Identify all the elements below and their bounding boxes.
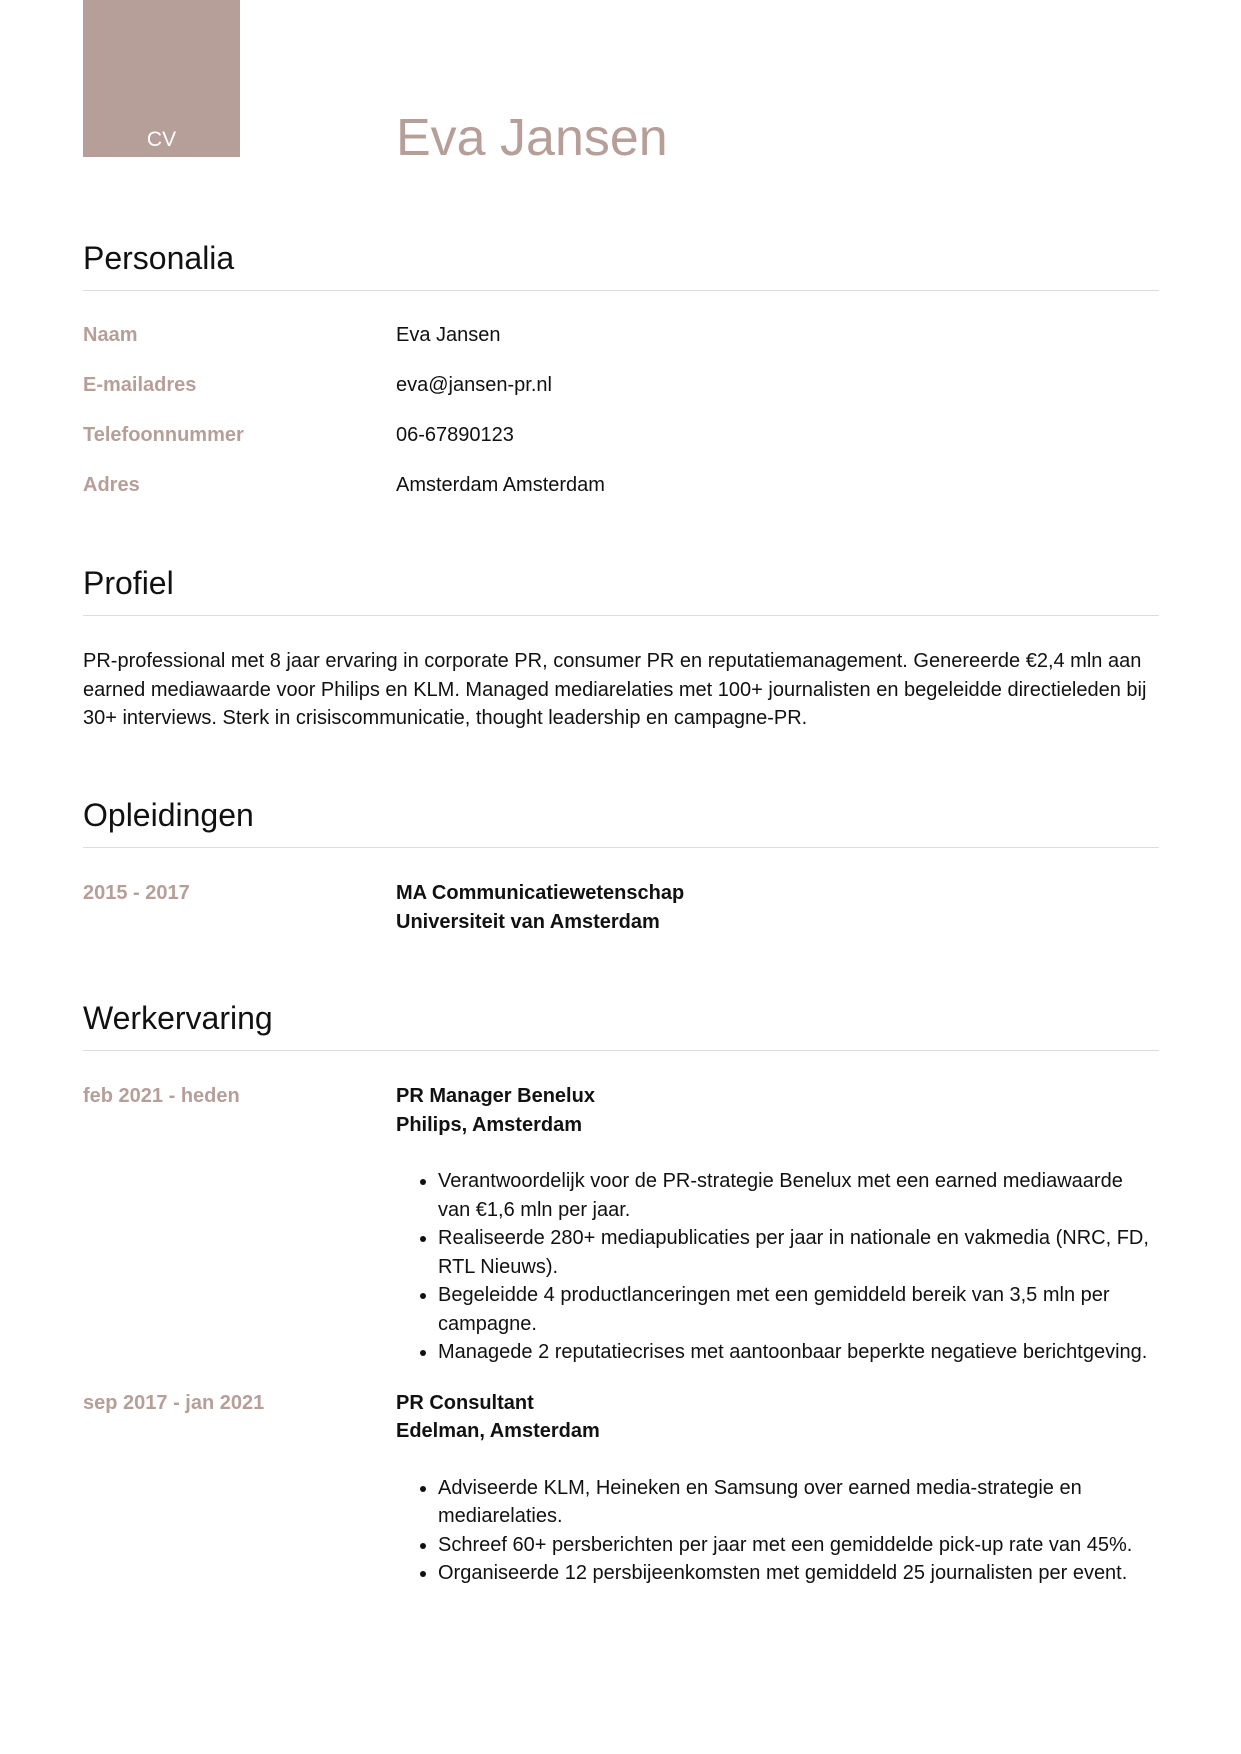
profiel-text: PR-professional met 8 jaar ervaring in corporate PR, consumer PR en reputatiemanagement. Genereerde €2,4 mln aan earned mediawaarde voor Philips en KLM. Managed mediarelaties met 100+ journalisten en begeleidde directieleden bij 30+ interviews. Sterk in crisiscommunicatie, thought leadership en campagne-PR. [83, 650, 1147, 729]
personalia-value-telefoon: 06-67890123 [396, 424, 514, 446]
education-entry [83, 879, 1159, 936]
opleidingen-heading: Opleidingen [83, 797, 254, 833]
personalia-value-naam: Eva Jansen [396, 324, 501, 346]
werkervaring-heading: Werkervaring [83, 1000, 273, 1036]
cv-badge-label: CV [146, 128, 177, 151]
work-bullet: • Realiseerde 280+ mediapublicaties per jaar in nationale en vakmedia (NRC, FD, RTL Nieuws). [438, 1224, 1159, 1281]
page-title: Eva Jansen [396, 109, 668, 167]
education-institution: Universiteit van Amsterdam [396, 910, 660, 933]
personalia-list [83, 321, 1159, 521]
work-role: PR Manager Benelux [396, 1085, 595, 1107]
personalia-value-email: eva@jansen-pr.nl [396, 374, 552, 396]
work-bullet: • Verantwoordelijk voor de PR-strategie Benelux met een earned mediawaarde van €1,6 mln per jaar. [438, 1167, 1159, 1224]
work-bullet: • Adviseerde KLM, Heineken en Samsung over earned media-strategie en mediarelaties. [438, 1474, 1159, 1531]
personalia-value-adres: Amsterdam Amsterdam [396, 474, 605, 496]
work-bullet: • Schreef 60+ persberichten per jaar met een gemiddelde pick-up rate van 45%. [438, 1531, 1159, 1560]
work-role: PR Consultant [396, 1391, 534, 1414]
profiel-section [83, 563, 1159, 733]
personalia-label-email: E-mailadres [83, 374, 197, 396]
section-divider [83, 290, 1159, 291]
work-company: Edelman, Amsterdam [396, 1420, 600, 1442]
education-period: 2015 - 2017 [83, 882, 190, 904]
work-company: Philips, Amsterdam [396, 1113, 582, 1136]
education-degree: MA Communicatiewetenschap [396, 882, 685, 904]
work-bullet: • Managede 2 reputatiecrises met aantoonbaar beperkte negatieve berichtgeving. [438, 1338, 1159, 1367]
work-entry [83, 1389, 1159, 1588]
cv-badge [83, 0, 240, 157]
section-divider [83, 615, 1159, 616]
personalia-row [83, 371, 1159, 421]
personalia-heading: Personalia [83, 240, 235, 276]
section-divider [83, 1050, 1159, 1051]
personalia-label-telefoon: Telefoonnummer [83, 424, 244, 446]
work-bullet: • Begeleidde 4 productlanceringen met een gemiddeld bereik van 3,5 mln per campagne. [438, 1281, 1159, 1338]
section-divider [83, 847, 1159, 848]
werkervaring-section [83, 998, 1159, 1588]
work-bullet-list [396, 1167, 1159, 1367]
work-body [396, 1082, 1159, 1367]
personalia-row [83, 321, 1159, 371]
personalia-label-naam: Naam [83, 324, 138, 346]
work-body [396, 1389, 1159, 1588]
work-bullet: • Organiseerde 12 persbijeenkomsten met gemiddeld 25 journalisten per event. [438, 1559, 1159, 1588]
work-entry [83, 1082, 1159, 1367]
education-body [396, 879, 1159, 936]
personalia-row [83, 421, 1159, 471]
work-bullet-list [396, 1474, 1159, 1588]
profiel-heading: Profiel [83, 565, 174, 601]
personalia-section [83, 238, 1159, 521]
opleidingen-section [83, 795, 1159, 936]
work-period: feb 2021 - heden [83, 1085, 240, 1107]
work-period: sep 2017 - jan 2021 [83, 1391, 265, 1414]
personalia-row [83, 471, 1159, 521]
personalia-label-adres: Adres [83, 474, 140, 496]
